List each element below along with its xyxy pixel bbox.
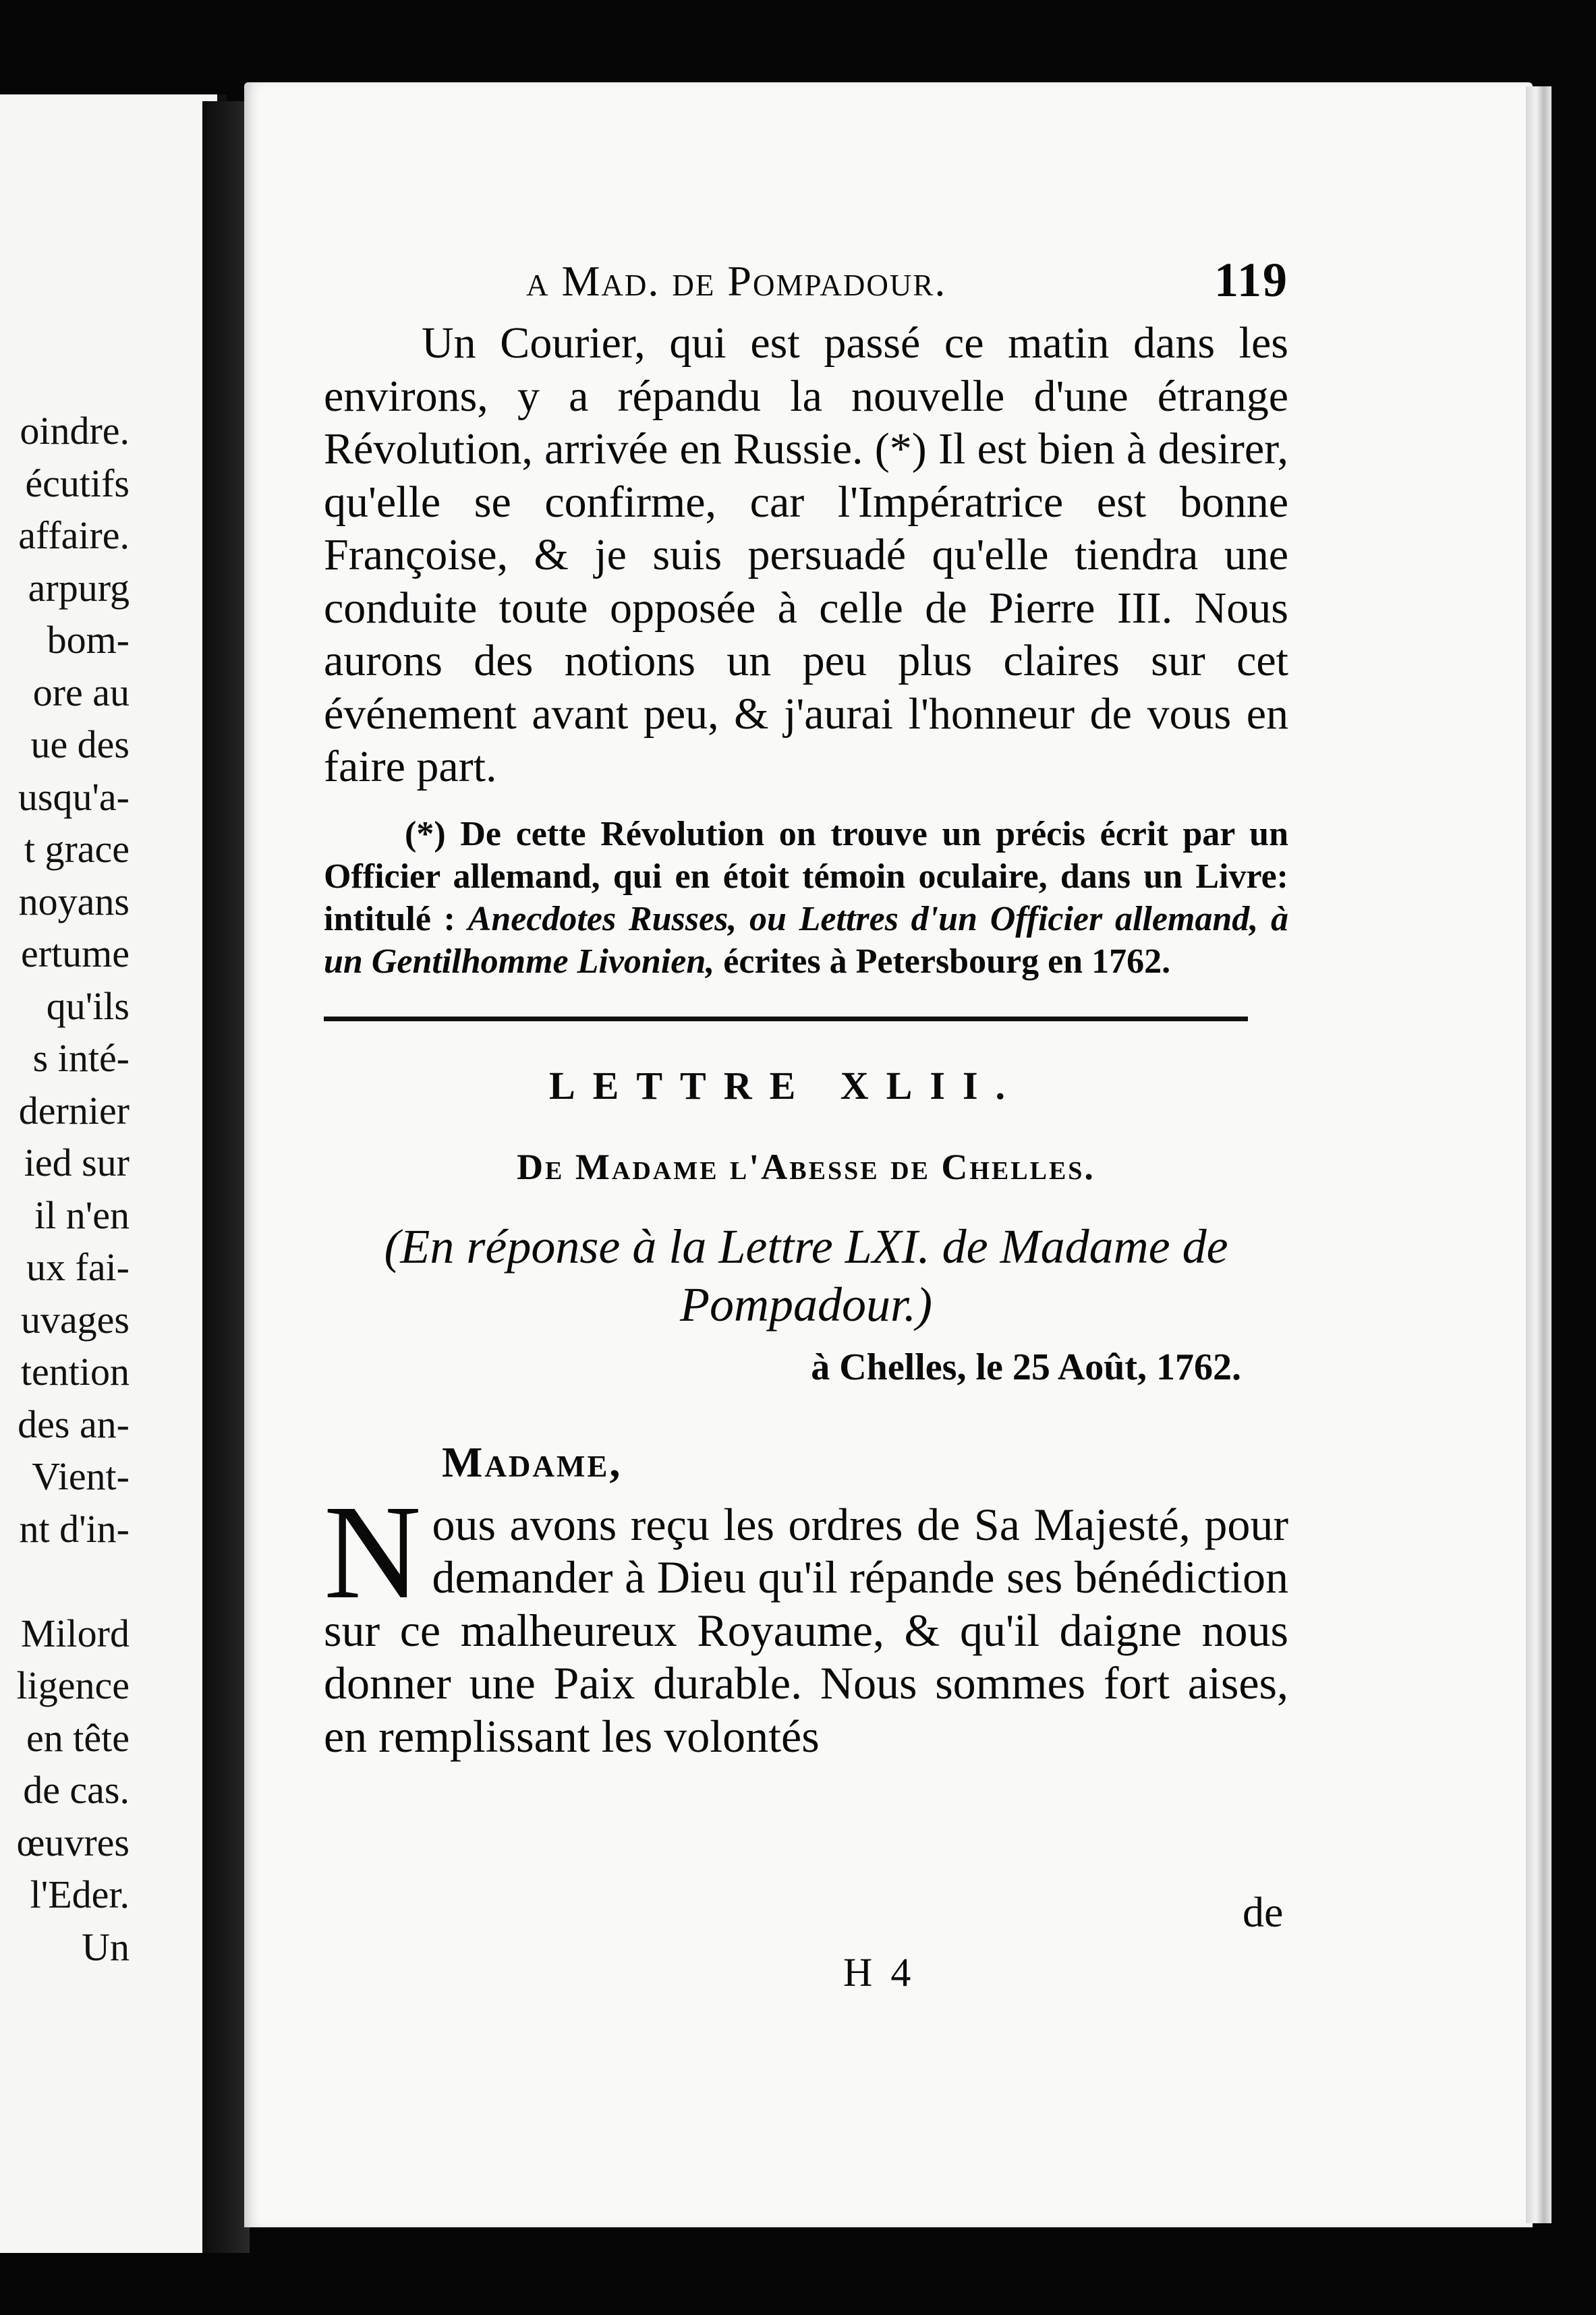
left-page-line: ied sur [24, 1141, 130, 1184]
left-page-line: Vient- [32, 1454, 130, 1498]
left-page-line: ux fai- [26, 1245, 130, 1289]
left-page-line: des an- [18, 1402, 130, 1446]
left-page-line: arpurg [28, 565, 130, 610]
main-paragraph: Un Courier, qui est passé ce matin dans les environs, y a répandu la nouvelle d'une étrange Révolution, arrivée en Russie. (*) Il est bien à desirer, qu'elle se confirme, car l'Impératrice est bonne Françoise, & je suis persuadé qu'elle tiendra une conduite toute opposée à celle de Pierre III. Nous aurons des notions un peu plus claires sur cet événement avant peu, & j'aurai l'honneur de vous en faire part. [324, 318, 1288, 791]
left-page-line: tention [20, 1350, 130, 1394]
page-number: 119 [1214, 253, 1288, 307]
left-page-text-fragments [0, 405, 130, 1973]
left-page-line: affaire. [18, 513, 130, 557]
letter-dateline: à Chelles, le 25 Août, 1762. [811, 1346, 1241, 1388]
left-page-line: ore au [32, 670, 130, 714]
left-page-line: ligence [16, 1663, 130, 1707]
footnote-book-title: Anecdotes Russes, ou Lettres d'un Officier allemand, à un Gentilhomme Livonien, [324, 899, 1289, 981]
left-page-line: s inté- [32, 1036, 130, 1080]
left-page-line: œuvres [16, 1820, 130, 1864]
letter-body [324, 1477, 1288, 1763]
left-page-line: usqu'a- [18, 774, 130, 819]
left-page-line: qu'ils [46, 983, 130, 1028]
left-page-line: de cas. [23, 1768, 130, 1812]
page-content [324, 243, 1288, 1763]
left-page-line: oindre. [20, 409, 130, 453]
left-page-line: écutifs [25, 461, 130, 505]
footnote [324, 813, 1288, 983]
reply-note-line-1: (En réponse à la Lettre LXI. de Madame de [384, 1219, 1228, 1274]
left-page-line: Un [82, 1924, 130, 1969]
page-edge [1526, 86, 1551, 2223]
letter-salutation: Madame, [442, 1437, 623, 1486]
running-title: a Mad. de Pompadour. [526, 257, 947, 305]
drop-cap: N [324, 1477, 422, 1627]
running-head [324, 243, 1288, 317]
catchword: de [1243, 1888, 1284, 1936]
left-page-line: ue des [30, 722, 130, 766]
letter-body-text: ous avons reçu les ordres de Sa Majesté, pour demander à Dieu qu'il répande ses bénédiction sur ce malheureux Royaume, & qu'il daigne nous donner une Paix durable. Nous sommes fort aises, en remplissant les volontés [324, 1498, 1288, 1762]
left-page-line: Milord [20, 1611, 130, 1655]
left-page-line: il n'en [34, 1193, 130, 1237]
left-page-line: nt d'in- [19, 1506, 130, 1551]
left-facing-page [0, 94, 227, 2253]
left-page-line: en tête [26, 1715, 130, 1760]
footnote-text-before: (*) De cette Révolution on trouve un précis écrit par un Officier allemand, qui en étoit témoin oculaire, dans un Livre: intitulé : [324, 814, 1288, 938]
left-page-line: bom- [47, 618, 130, 662]
letter-title: LETTRE XLII. [548, 1063, 1023, 1108]
footnote-text-after: écrites à Petersbourg en 1762. [723, 942, 1171, 981]
letter-sender: De Madame l'Abesse de Chelles. [517, 1146, 1095, 1187]
left-page-line: ertume [20, 932, 130, 975]
book-gutter [202, 101, 250, 2253]
signature-mark: H 4 [843, 1950, 915, 1995]
left-page-line [0, 1555, 130, 1607]
left-page-line: l'Eder. [30, 1873, 130, 1916]
left-page-line: uvages [20, 1297, 130, 1342]
left-page-line: dernier [18, 1088, 130, 1133]
left-page-line: noyans [18, 879, 130, 923]
reply-note [324, 1218, 1288, 1334]
left-page-line: t grace [24, 827, 130, 871]
section-rule [324, 1017, 1248, 1021]
reply-note-line-2: Pompadour.) [680, 1277, 932, 1332]
